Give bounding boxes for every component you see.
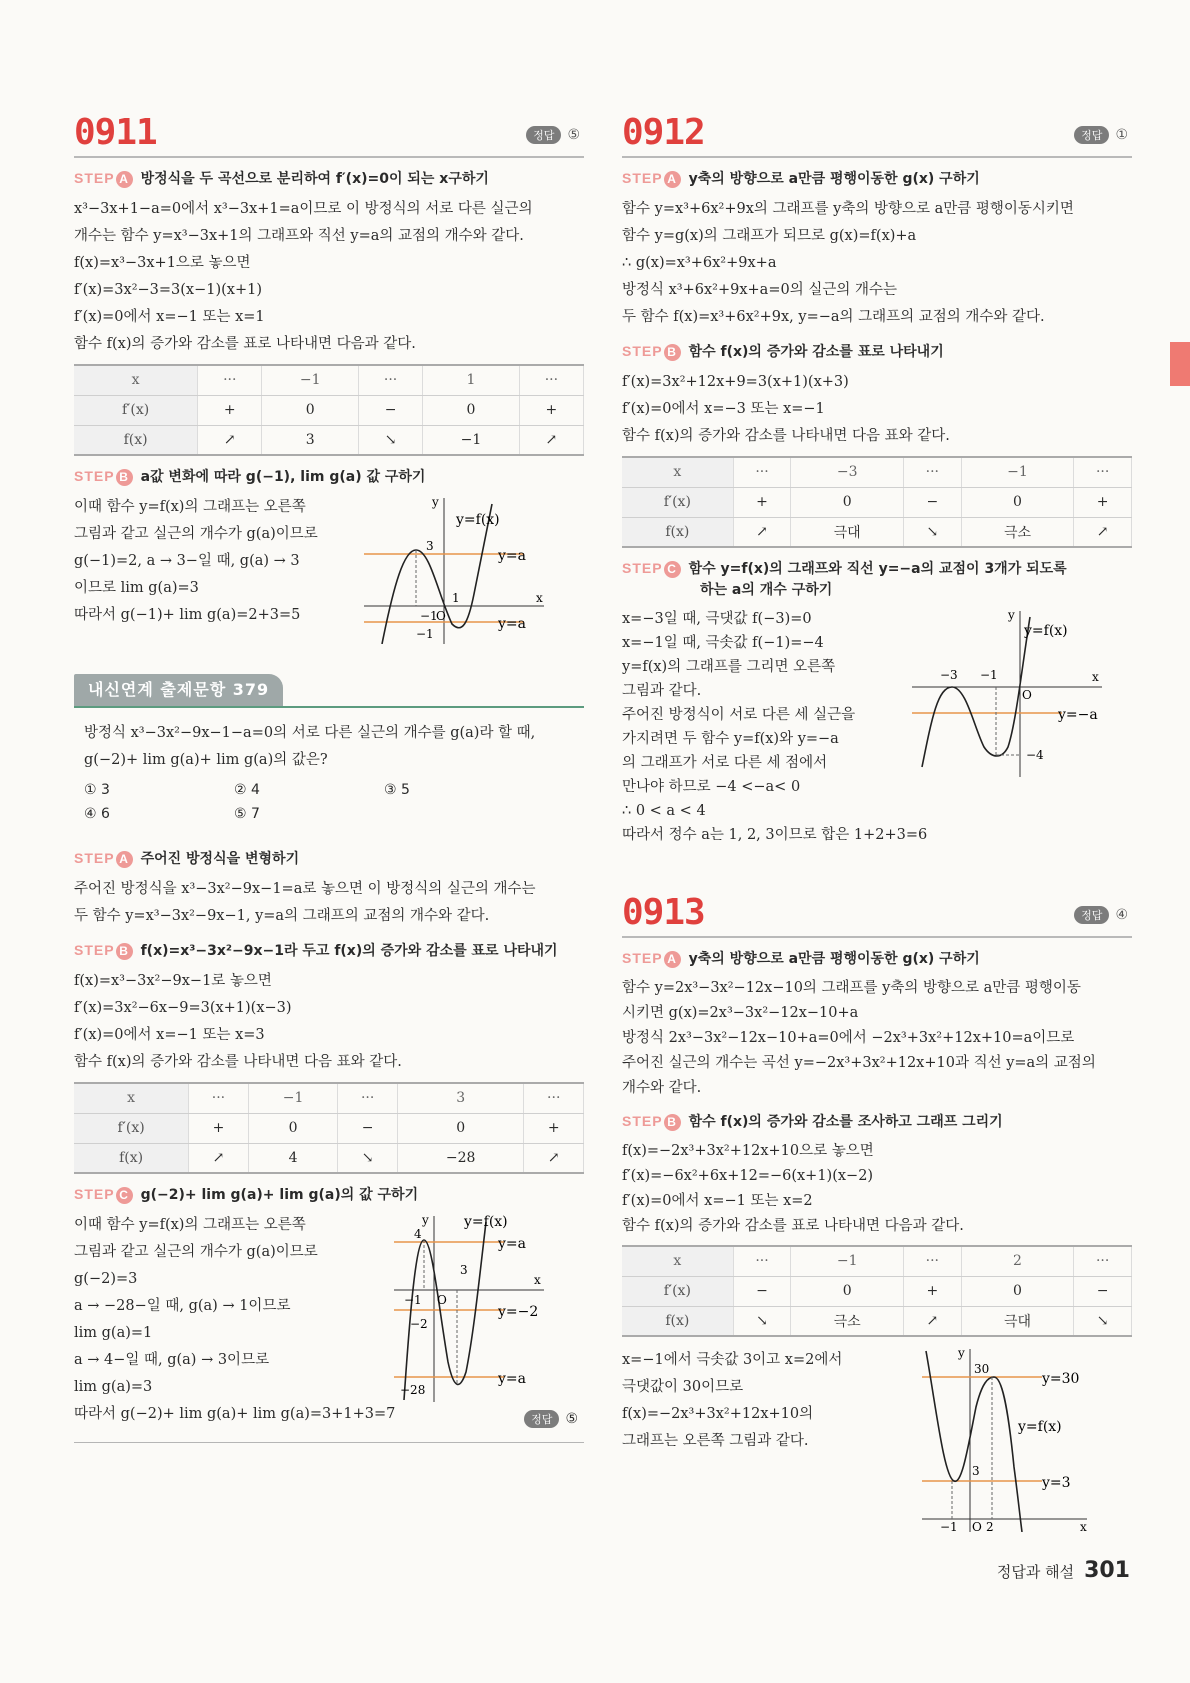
origin-label: O <box>437 1293 447 1307</box>
variation-table: x ··· −1 ··· 1 ··· f′(x) + 0 − 0 + f(x) ↗ 3 ↘ −1 ↗ <box>74 364 584 456</box>
axis-label: x <box>536 591 543 605</box>
step-title-2: 하는 a의 개수 구하기 <box>700 582 833 598</box>
step-title: 함수 f(x)의 증가와 감소를 표로 나타내기 <box>688 344 944 360</box>
text-line: 가지려면 두 함수 y=f(x)와 y=−a <box>622 731 839 747</box>
axis-label: x <box>534 1273 541 1287</box>
step-title: 방정식을 두 곡선으로 분리하여 f′(x)=0이 되는 x구하기 <box>140 171 489 187</box>
answer-badge: 정답 <box>1074 906 1109 924</box>
text-line: f′(x)=−6x²+6x+12=−6(x+1)(x−2) <box>622 1168 874 1184</box>
text-line: 함수 f(x)의 증가와 감소를 표로 나타내면 다음과 같다. <box>74 336 416 352</box>
text-line: 의 그래프가 서로 다른 세 점에서 <box>622 755 828 771</box>
text-line: x=−1에서 극솟값 3이고 x=2에서 <box>622 1352 843 1368</box>
text-line: 주어진 방정식을 x³−3x²−9x−1=a로 놓으면 이 방정식의 실근의 개수는 <box>74 881 536 897</box>
answer <box>1074 126 1128 144</box>
origin-label: O <box>972 1520 982 1532</box>
extra-step-c-body <box>74 1212 584 1442</box>
text-line: f′(x)=0에서 x=−1 또는 x=1 <box>74 309 265 325</box>
tick-label: 3 <box>426 539 434 553</box>
step-a-heading <box>622 168 1132 190</box>
choice-4[interactable]: ④ 6 <box>84 806 110 822</box>
step-tag: STEP C <box>74 1186 133 1202</box>
extra-problem-banner <box>74 674 584 708</box>
axis-label: x <box>1092 670 1099 684</box>
graph-0912 <box>912 607 1122 777</box>
text-line: g(−1)=2, a → 3−일 때, g(a) → 3 <box>74 553 300 569</box>
problem-0911-header <box>74 110 584 158</box>
axis-label: y <box>432 495 439 509</box>
answer <box>524 1410 578 1428</box>
text-line: 함수 f(x)의 증가와 감소를 표로 나타내면 다음과 같다. <box>622 1218 964 1234</box>
text-line: f′(x)=0에서 x=−3 또는 x=−1 <box>622 401 825 417</box>
step-title: y축의 방향으로 a만큼 평행이동한 g(x) 구하기 <box>688 171 980 187</box>
text-line: f′(x)=3x²−3=3(x−1)(x+1) <box>74 282 262 298</box>
tick-label: −1 <box>416 627 434 641</box>
answer-badge: 정답 <box>1074 126 1109 144</box>
tick-label: 3 <box>460 1263 468 1277</box>
page-number: 301 <box>1084 1558 1130 1583</box>
tick-label: −1 <box>940 1520 958 1532</box>
step-tag: STEP A <box>74 170 133 186</box>
text-line: ∴ g(x)=x³+6x²+9x+a <box>622 255 777 271</box>
step-title: y축의 방향으로 a만큼 평행이동한 g(x) 구하기 <box>688 951 980 967</box>
extra-step-a <box>74 848 584 870</box>
text-line: lim g(a)=3 <box>74 1379 153 1395</box>
line-label: y=30 <box>1042 1371 1080 1387</box>
problem-number: 0912 <box>622 112 705 153</box>
text-line: f′(x)=3x²−6x−9=3(x+1)(x−3) <box>74 1000 292 1016</box>
step-tag: STEP A <box>74 850 133 866</box>
chapter-tab <box>1170 342 1190 386</box>
text-line: 이때 함수 y=f(x)의 그래프는 오른쪽 <box>74 1217 306 1233</box>
step-tag: STEP B <box>74 942 133 958</box>
text-line: 따라서 g(−2)+ lim g(a)+ lim g(a)=3+1+3=7 <box>74 1406 396 1422</box>
axis-label: y <box>958 1347 965 1360</box>
tick-label: −1 <box>420 609 438 623</box>
text-line: 따라서 정수 a는 1, 2, 3이므로 합은 1+2+3=6 <box>622 827 928 843</box>
line-label: y=3 <box>1042 1475 1071 1491</box>
text-line: lim g(a)=1 <box>74 1325 153 1341</box>
step-title: g(−2)+ lim g(a)+ lim g(a)의 값 구하기 <box>140 1187 419 1203</box>
variation-table: x ··· −1 ··· 2 ··· f′(x) − 0 + 0 − f(x) ↘ 극소 ↗ 극대 ↘ <box>622 1245 1132 1337</box>
choice-5[interactable]: ⑤ 7 <box>234 806 260 822</box>
text-line: f(x)=x³−3x+1으로 놓으면 <box>74 255 251 271</box>
answer-badge: 정답 <box>524 1410 559 1428</box>
text-line: 이때 함수 y=f(x)의 그래프는 오른쪽 <box>74 499 306 515</box>
line-label: y=−a <box>1058 707 1098 723</box>
text-line: 개수와 같다. <box>622 1080 702 1096</box>
tick-label: −1 <box>404 1293 422 1307</box>
text-line: 함수 f(x)의 증가와 감소를 나타내면 다음 표와 같다. <box>74 1054 402 1070</box>
step-b-body <box>74 494 584 654</box>
choice-3[interactable]: ③ 5 <box>384 782 410 798</box>
text-line: 따라서 g(−1)+ lim g(a)=2+3=5 <box>74 607 301 623</box>
origin-label: O <box>1022 688 1032 702</box>
text-line: f′(x)=3x²+12x+9=3(x+1)(x+3) <box>622 374 849 390</box>
step-a-heading <box>74 168 584 190</box>
variation-table: x ··· −1 ··· 3 ··· f′(x) + 0 − 0 + f(x) ↗ 4 ↘ −28 ↗ <box>74 1082 584 1174</box>
choices <box>84 778 584 826</box>
line-label: y=a <box>498 1371 526 1387</box>
text-line: 주어진 실근의 개수는 곡선 y=−2x³+3x²+12x+10과 직선 y=a의 교점의 <box>622 1055 1096 1071</box>
text-line: y=f(x)의 그래프를 그리면 오른쪽 <box>622 659 836 675</box>
text-line: 함수 y=2x³−3x²−12x−10의 그래프를 y축의 방향으로 a만큼 평행이동 <box>622 980 1081 996</box>
text-line: x=−1일 때, 극솟값 f(−1)=−4 <box>622 635 824 651</box>
tick-label: −2 <box>410 1317 428 1331</box>
answer-value: ① <box>1115 127 1128 143</box>
tick-label: −28 <box>400 1383 426 1397</box>
step-title: 주어진 방정식을 변형하기 <box>140 851 300 867</box>
axis-label: y <box>422 1213 429 1227</box>
func-label: y=f(x) <box>456 512 500 528</box>
question-line: 방정식 x³−3x²−9x−1−a=0의 서로 다른 실근의 개수를 g(a)라 할 때, <box>84 725 536 741</box>
text-line: a → 4−일 때, g(a) → 3이므로 <box>74 1352 270 1368</box>
tick-label: −4 <box>1026 748 1044 762</box>
text-line: 방정식 2x³−3x²−12x−10+a=0에서 −2x³+3x²+12x+10=a이므로 <box>622 1030 1075 1046</box>
text-line: a → −28−일 때, g(a) → 1이므로 <box>74 1298 291 1314</box>
text-line: 함수 y=x³+6x²+9x의 그래프를 y축의 방향으로 a만큼 평행이동시키면 <box>622 201 1074 217</box>
text-line: f(x)=−2x³+3x²+12x+10으로 놓으면 <box>622 1143 874 1159</box>
answer <box>526 126 580 144</box>
section-label: 정답과 해설 <box>996 1563 1075 1581</box>
variation-table: x ··· −3 ··· −1 ··· f′(x) + 0 − 0 + f(x) ↗ 극대 ↘ 극소 ↗ <box>622 456 1132 548</box>
text-line: 개수는 함수 y=x³−3x+1의 그래프와 직선 y=a의 교점의 개수와 같다. <box>74 228 524 244</box>
text-line: f(x)=x³−3x²−9x−1로 놓으면 <box>74 973 272 989</box>
text-line: 그림과 같고 실근의 개수가 g(a)이므로 <box>74 526 318 542</box>
text-line: 함수 f(x)의 증가와 감소를 나타내면 다음 표와 같다. <box>622 428 950 444</box>
text-line: 시키면 g(x)=2x³−3x²−12x−10+a <box>622 1005 859 1021</box>
problem-0912-header <box>622 110 1132 158</box>
step-tag: STEP B <box>622 343 681 359</box>
problem-number: 0911 <box>74 112 157 153</box>
text-line: ∴ 0 < a < 4 <box>622 803 706 819</box>
func-label: y=f(x) <box>1018 1419 1062 1435</box>
step-title: f(x)=x³−3x²−9x−1라 두고 f(x)의 증가와 감소를 표로 나타내기 <box>140 943 558 959</box>
line-label: y=a <box>498 548 526 564</box>
axis-label: x <box>1080 1520 1087 1532</box>
tick-label: −1 <box>980 668 998 682</box>
text-line: 함수 y=g(x)의 그래프가 되므로 g(x)=f(x)+a <box>622 228 917 244</box>
step-b-heading <box>74 466 584 488</box>
tick-label: 30 <box>974 1362 990 1376</box>
text-line: 그래프는 오른쪽 그림과 같다. <box>622 1433 809 1449</box>
step-b-heading <box>622 1111 1132 1133</box>
step-c-body <box>622 1347 1132 1537</box>
step-title: 함수 f(x)의 증가와 감소를 조사하고 그래프 그리기 <box>688 1114 1003 1130</box>
answer <box>1074 906 1128 924</box>
problem-number: 0913 <box>622 892 705 933</box>
extra-step-c <box>74 1184 584 1206</box>
step-b-heading <box>622 341 1132 363</box>
step-tag: STEP B <box>622 1113 681 1129</box>
text-line: f′(x)=0에서 x=−1 또는 x=2 <box>622 1193 813 1209</box>
tick-label: 2 <box>986 1520 994 1532</box>
banner-label: 내신연계 출제문항 379 <box>74 674 283 706</box>
extra-step-b <box>74 940 584 962</box>
problem-0913-header <box>622 890 1132 938</box>
text-line: 그림과 같다. <box>622 683 702 699</box>
text-line: f(x)=−2x³+3x²+12x+10의 <box>622 1406 814 1422</box>
answer-value: ④ <box>1115 907 1128 923</box>
func-label: y=f(x) <box>1024 623 1068 639</box>
step-tag: STEP A <box>622 950 681 966</box>
step-c-heading <box>622 558 1132 601</box>
text-line: 두 함수 f(x)=x³+6x²+9x, y=−a의 그래프의 교점의 개수와 같다. <box>622 309 1045 325</box>
answer-badge: 정답 <box>526 126 561 144</box>
axis-label: y <box>1008 608 1015 622</box>
func-label: y=f(x) <box>464 1214 508 1230</box>
step-tag: STEP A <box>622 170 681 186</box>
left-column <box>74 110 584 1443</box>
choice-1[interactable]: ① 3 <box>84 782 110 798</box>
step-tag: STEP C <box>622 560 681 576</box>
text-line: g(−2)=3 <box>74 1271 138 1287</box>
text-line: x=−3일 때, 극댓값 f(−3)=0 <box>622 611 812 627</box>
text-line: x³−3x+1−a=0에서 x³−3x+1=a이므로 이 방정식의 서로 다른 실근의 <box>74 201 533 217</box>
tick-label: 3 <box>972 1464 980 1478</box>
origin-label: O <box>436 609 446 623</box>
tick-label: −3 <box>940 668 958 682</box>
text-line: 두 함수 y=x³−3x²−9x−1, y=a의 그래프의 교점의 개수와 같다. <box>74 908 490 924</box>
text-line: 방정식 x³+6x²+9x+a=0의 실근의 개수는 <box>622 282 897 298</box>
answer-value: ⑤ <box>567 127 580 143</box>
tick-label: 4 <box>414 1227 422 1241</box>
text-line: 이므로 lim g(a)=3 <box>74 580 199 596</box>
line-label: y=−2 <box>498 1304 539 1320</box>
step-a-heading <box>622 948 1132 970</box>
line-label: y=a <box>498 616 526 632</box>
question-line: g(−2)+ lim g(a)+ lim g(a)의 값은? <box>84 752 328 768</box>
page-footer <box>997 1558 1130 1583</box>
graph-0911 <box>364 494 564 644</box>
tick-label: 1 <box>452 591 460 605</box>
text-line: 만나야 하므로 −4 <−a< 0 <box>622 779 801 795</box>
step-title: a값 변화에 따라 g(−1), lim g(a) 값 구하기 <box>140 469 426 485</box>
step-tag: STEP B <box>74 468 133 484</box>
text-line: 주어진 방정식이 서로 다른 세 실근을 <box>622 707 856 723</box>
step-title: 함수 y=f(x)의 그래프와 직선 y=−a의 교점이 3개가 되도록 <box>688 561 1067 577</box>
graph-0913 <box>922 1347 1122 1532</box>
choice-2[interactable]: ② 4 <box>234 782 260 798</box>
text-line: 그림과 같고 실근의 개수가 g(a)이므로 <box>74 1244 318 1260</box>
answer-value: ⑤ <box>565 1411 578 1427</box>
right-column <box>622 110 1132 1537</box>
text-line: 극댓값이 30이므로 <box>622 1379 744 1395</box>
line-label: y=a <box>498 1236 526 1252</box>
divider <box>74 1442 584 1443</box>
text-line: f′(x)=0에서 x=−1 또는 x=3 <box>74 1027 265 1043</box>
graph-extra <box>394 1212 554 1402</box>
step-c-body <box>622 607 1132 852</box>
